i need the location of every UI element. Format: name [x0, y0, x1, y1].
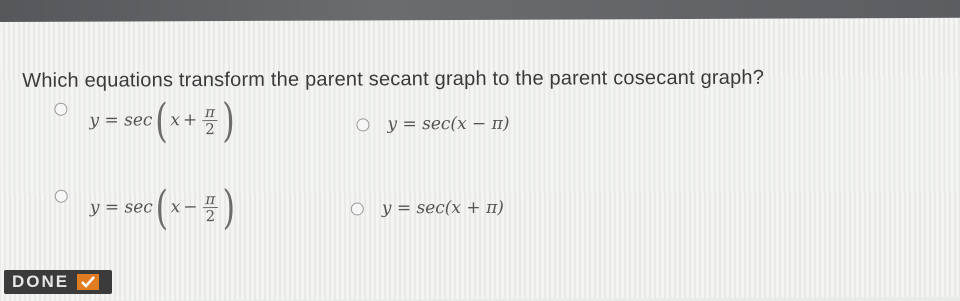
option-1-fraction: [202, 104, 218, 137]
option-3[interactable]: [55, 179, 238, 235]
option-3-prefix: y = sec: [89, 197, 153, 218]
done-button[interactable]: [4, 270, 112, 294]
question-text: Which equations transform the parent secant graph to the parent cosecant graph?: [22, 66, 765, 92]
option-3-var: x: [170, 197, 181, 218]
option-2-equation: y = sec(x − π): [387, 113, 510, 135]
open-paren: (: [154, 93, 168, 148]
close-paren: ): [222, 92, 236, 148]
fraction-denominator: 2: [202, 120, 218, 137]
option-4-equation: y = sec(x + π): [381, 197, 504, 219]
fraction-numerator: π: [204, 102, 215, 121]
option-1[interactable]: [54, 92, 237, 148]
fraction-numerator: π: [205, 189, 216, 208]
done-button-label: DONE: [12, 272, 70, 291]
option-1-equation: [89, 92, 237, 148]
option-4[interactable]: [351, 198, 504, 219]
radio-empty-icon[interactable]: [55, 189, 68, 202]
option-1-prefix: y = sec: [89, 110, 153, 131]
option-1-var: x: [170, 110, 180, 131]
radio-empty-icon[interactable]: [356, 118, 369, 131]
option-3-operator: −: [183, 197, 198, 218]
open-paren: (: [155, 180, 169, 235]
close-paren: ): [222, 179, 236, 235]
option-2[interactable]: [356, 114, 509, 135]
option-1-operator: +: [182, 110, 198, 131]
radio-empty-icon[interactable]: [351, 202, 364, 215]
radio-empty-icon[interactable]: [54, 102, 67, 115]
fraction-denominator: 2: [203, 207, 219, 224]
question-card: [0, 18, 960, 301]
check-icon: [77, 274, 99, 290]
option-3-fraction: [203, 191, 219, 224]
option-3-equation: [89, 179, 238, 235]
